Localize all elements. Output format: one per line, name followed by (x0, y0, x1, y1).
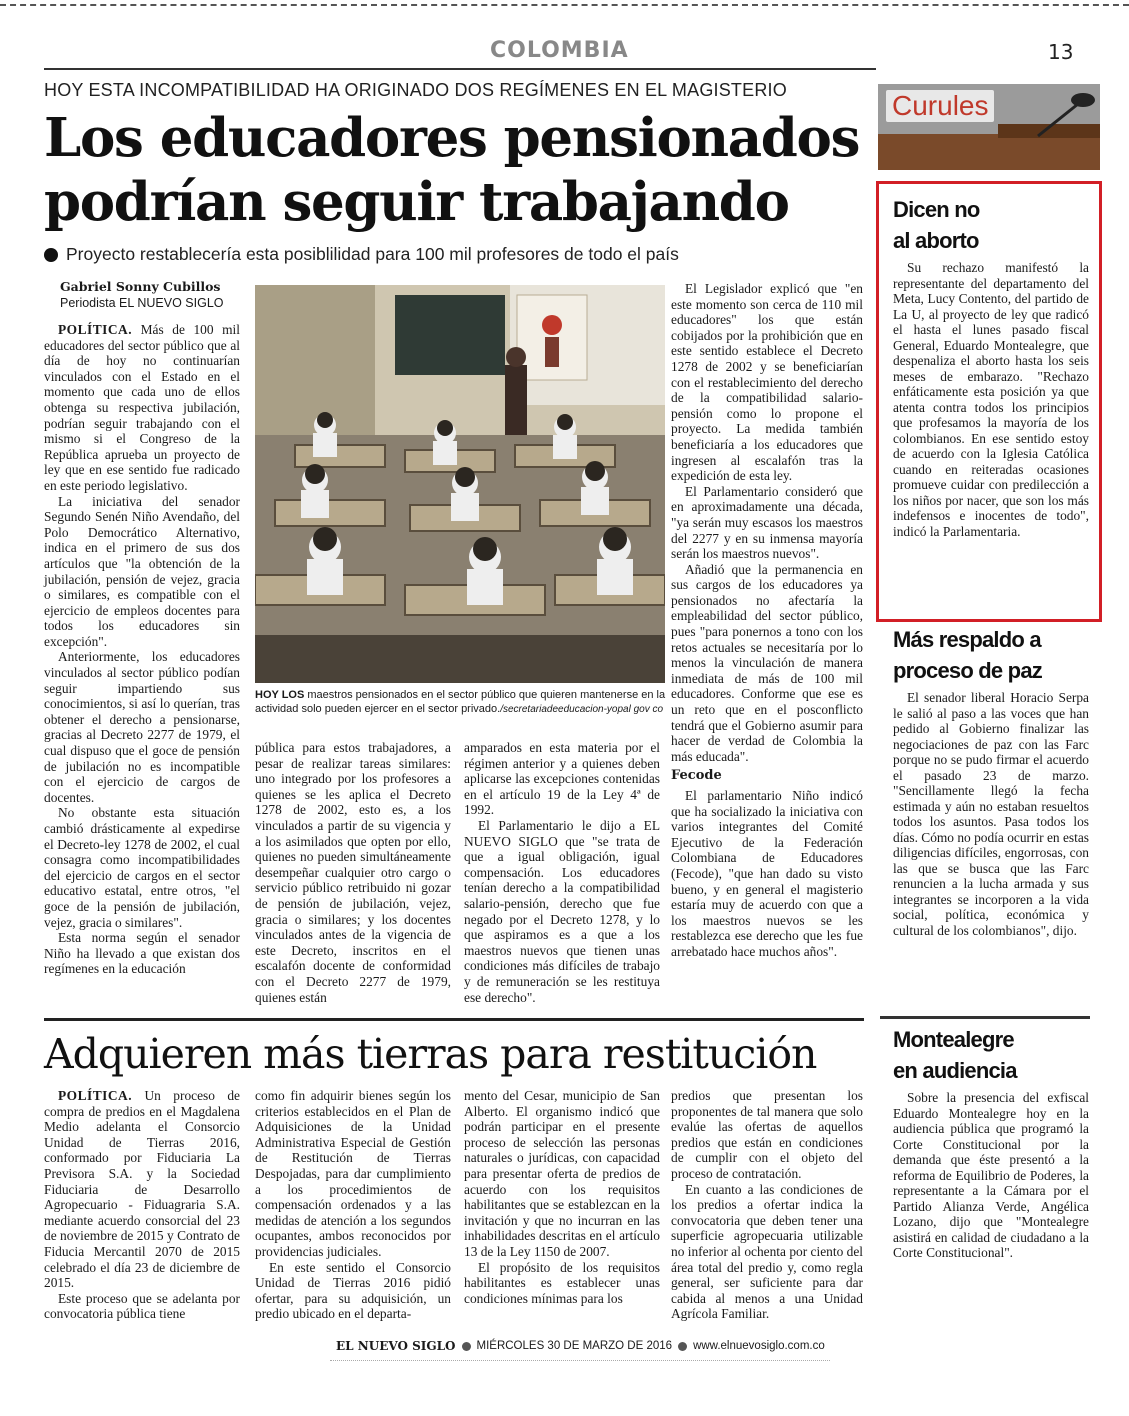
sidebar-item2-text (893, 690, 1089, 938)
page-footer (336, 1339, 825, 1353)
article2-headline: Adquieren más tierras para restitución (44, 1030, 817, 1078)
article1-column-2 (255, 740, 451, 1005)
curules-title: Curules (886, 90, 994, 122)
paragraph: El Parlamentario le dijo a EL NUEVO SIGLO que "se trata de que a igual obligación, igual compensación. Los educadores tenían derecho a la compatibilidad salario-pensión, derecho que fue negado por el Decreto 1278, y lo que aspiramos es a que a los maestros nuevos que tienen unas condiciones más difíciles de trabajo y de remuneración se les restituya ese derecho". (464, 817, 660, 1005)
paragraph: Esta norma según el senador Niño ha llevado a que existan dos regímenes en la educación (44, 930, 240, 977)
footer-paper-name: EL NUEVO SIGLO (336, 1339, 456, 1353)
article2-column-2 (255, 1088, 451, 1322)
paragraph: El Parlamentario consideró que en aproximadamente una década, "ya serán muy escasos los maestros del 2277 y en su inmensa mayoría serán los maestros nuevos". (671, 483, 863, 562)
article1-column-1 (44, 322, 240, 977)
sidebar-item2-heading (893, 624, 1042, 686)
paragraph: No obstante esta situación cambió drásticamente al expedirse el Decreto-ley 1278 de 2002, el cual consagra como incompatibilidades del ejercicio de cargos en el sector educativo estatal, entre otros, "el goce de la pensión de jubilación, vejez, gracia o similares". (44, 805, 240, 930)
sidebar-item3-text (893, 1090, 1089, 1261)
sidebar-item1-heading (893, 194, 980, 256)
dot-icon (462, 1342, 471, 1351)
byline: Gabriel Sonny Cubillos (60, 279, 221, 294)
article2-rule (44, 1018, 864, 1021)
dot-icon (678, 1342, 687, 1351)
paragraph: como fin adquirir bienes según los criterios establecidos en el Plan de Adquisiciones de la Unidad Administrativa Especial de Gestión de Restitución de Tierras Despojadas, para dar cumplimiento a los procedimientos de compensación ordenados y a las medidas de atención a los segundos ocupantes, ambos reconocidos por providencias judiciales. (255, 1088, 451, 1259)
scan-edge-dash (0, 4, 1129, 6)
heading-line: proceso de paz (893, 658, 1042, 683)
classroom-photo (255, 285, 665, 683)
paragraph: Anteriormente, los educadores vinculados al sector público podían seguir impartiendo sus conocimientos, si así lo querían, tras obtener el derecho a pensionarse, gracias al Decreto 2277 de 1979, el cual dispuso que el goce de pensión de jubilación no es incompatible con el ejercicio de cargos de docentes. (44, 649, 240, 805)
article-kicker: HOY ESTA INCOMPATIBILIDAD HA ORIGINADO DOS REGÍMENES EN EL MAGISTERIO (44, 80, 787, 100)
paragraph: El parlamentario Niño indicó que ha socializado la iniciativa con varios integrantes del Comité Ejecutivo de la Federación Colombiana de Educadores (Fecode), "que han dado su visto bueno, y en general el magisterio estaría muy de acuerdo con que a los maestros nuevos se les restablezca ese derecho que les fue arrebatado hace muchos años". (671, 788, 863, 959)
headline-line-1: Los educadores pensionados (44, 107, 860, 169)
paragraph: predios que presentan los proponentes de tal manera que solo evalúe las ofertas de aquellos predios que están en condiciones de cumplir con el objeto del proceso de contratación. (671, 1088, 863, 1181)
footer-date: MIÉRCOLES 30 DE MARZO DE 2016 (476, 1340, 673, 1352)
heading-line: en audiencia (893, 1058, 1017, 1083)
sidebar-item3-heading (893, 1024, 1017, 1086)
article2-column-3 (464, 1088, 660, 1306)
byline-role: Periodista EL NUEVO SIGLO (60, 296, 224, 310)
paragraph: En cuanto a las condiciones de los predios a ofertar indica la convocatoria que deben tener una superficie agropecuaria utilizable no inferior al ochenta por ciento del área total del predio y, como regla general, ser suficiente para dar cabida al menos a una Unidad Agrícola Familiar. (671, 1181, 863, 1322)
curules-logo (878, 84, 1100, 170)
paragraph: pública para estos trabajadores, a pesar de realizar tareas similares: uno integrado por los profesores a quienes se les aplica el Decreto 1278 de 2002, esto es, a los vinculados a partir de su vigencia y a los asimilados que opten por ello, quienes no pueden simultáneamente desempeñar cualquier otro cargo o servicio público retribuido ni gozar de pensión de jubilación, vejez, gracia o similares; y los docentes vinculados antes de la vigencia de este Decreto, inscritos en el escalafón docente de conformidad con el Decreto 2277 de 1979, quienes están (255, 740, 451, 1005)
paragraph: El senador liberal Horacio Serpa le salió al paso a las voces que han pedido al Gobierno finalizar las negociaciones de paz con las Farc porque no se pudo firmar el acuerdo el pasado 23 de marzo. "Sencillamente llegó la fecha estimada y aún no estaban resueltos todos los asuntos. Pasa todos los días. Cómo no podía ocurrir en estas diligencias difíciles, engorrosas, con las que se busca que las Farc renuncien a la lucha armada y sus integrantes se incorporen a la vida social, política, económica y cultural de los colombianos", dijo. (893, 690, 1089, 938)
photo-illustration (255, 285, 665, 683)
heading-line: Dicen no (893, 197, 980, 222)
article-subheadline (44, 244, 679, 265)
sidebar-item1-text (893, 260, 1089, 539)
paragraph: Añadió que la permanencia en sus cargos de los educadores ya pensionados no afectaría la empleabilidad del sector público, pues "para ponernos a tono con los retos actuales se necesitaría por lo menos la vinculación de manera inmediata de más de 100 mil educadores. Conforme que ese es un reto que en el posconflicto tendrá que el Gobierno asumir para hacer de verdad de Colombia la más educada". (671, 561, 863, 764)
paragraph: En este sentido el Consorcio Unidad de Tierras 2016 pidió ofertar, para su adquisición, un predio ubicado en el departa- (255, 1259, 451, 1322)
photo-credit: /secretariadeeducacion-yopal gov co (500, 704, 664, 715)
photo-caption (255, 688, 673, 717)
article2-column-4 (671, 1088, 863, 1322)
paragraph: Más de 100 mil educadores del sector público que al día de hoy no continuarían vinculados con el Estado en el momento que cada uno de ellos obtenga su respectiva jubilación, podrían seguir trabajando con el mismo si el Congreso de la República aprueba un proyecto de ley que en ese sentido fue radicado en este periodo legislativo. (44, 322, 240, 493)
section-name: COLOMBIA (490, 38, 629, 63)
paragraph: El Legislador explicó que "en este momento son cerca de 110 mil educadores" los que están cobijados por la prohibición que en este sentido establece el Decreto 1278 de 2002 y se beneficiarían con el restablecimiento del derecho de la compatibilidad salario-pensión como lo propone el proyecto. La medida también beneficiaría a los educadores que ingresen al escalafón tras la expedición de esta ley. (671, 281, 863, 484)
dateline: POLÍTICA. (58, 1088, 133, 1103)
footer-url: www.elnuevosiglo.com.co (693, 1340, 825, 1352)
paragraph: La iniciativa del senador Segundo Senén Niño Avendaño, del Polo Democrático Alternativo, indica en el primero de sus dos artículos que "la obtención de la jubilación, pensión de vejez, gracia o similares, es compatible con el ejercicio de empleos docentes para todos los educadores sin excepción". (44, 493, 240, 649)
sidebar-rule (880, 1016, 1090, 1019)
paragraph: mento del Cesar, municipio de San Alberto. El organismo indicó que podrán participar en el presente proceso de selección las personas naturales o jurídicas, con capacidad para presentar oferta de predios de acuerdo con los requisitos habilitantes que se establezcan en la invitación y que no incurran en las inhabilidades descritas en el artículo 13 de la Ley 1150 de 2007. (464, 1088, 660, 1259)
paragraph: Un proceso de compra de predios en el Magdalena Medio adelanta el Consorcio Unidad de Tierras 2016, conformado por Fiduciaria La Previsora S.A. y la Sociedad Fiduciaria de Desarrollo Agropecuario - Fiduagraria S.A. mediante acuerdo consorcial del 23 de noviembre de 2015 y Contrato de Fiducia Mercantil 2070 de 2015 celebrado el día 23 de diciembre de 2015. (44, 1088, 240, 1291)
scan-noise (330, 1360, 830, 1361)
heading-line: Más respaldo a (893, 627, 1041, 652)
page-number: 13 (1048, 40, 1074, 64)
paragraph: Su rechazo manifestó la representante del departamento del Meta, Lucy Contento, del partido de La U, al proyecto de ley que radicó el hasta el lunes pasado fiscal General, Eduardo Montealegre, que despenaliza el aborto hasta los seis meses de embarazo. "Rechazo enfáticamente esta posición ya que atenta contra todos los principios que profesamos la mayoría de los colombianos. En ese sentido estoy de acuerdo con la Iglesia Católica cuando en reiteradas ocasiones promueve cuidar con predilección a los niños por nacer, que son los más indefensos e inocentes de todo", indicó la Parlamentaria. (893, 260, 1089, 539)
paragraph: amparados en esta materia por el régimen anterior y a quienes deben aplicarse las excepciones contenidas en el artículo 19 de la Ley 4ª de 1992. (464, 740, 660, 818)
subhead-fecode: Fecode (671, 768, 722, 784)
paragraph: Este proceso que se adelanta por convocatoria pública tiene (44, 1290, 240, 1322)
article-headline (44, 106, 864, 234)
caption-lead: HOY LOS (255, 689, 305, 701)
heading-line: Montealegre (893, 1027, 1014, 1052)
paragraph: El propósito de los requisitos habilitantes es establecer unas condiciones mínimas para los (464, 1259, 660, 1306)
dateline: POLÍTICA. (58, 322, 133, 337)
headline-line-2: podrían seguir trabajando (44, 171, 789, 233)
bullet-icon (44, 248, 58, 262)
article2-column-1 (44, 1088, 240, 1322)
article1-column-3 (464, 740, 660, 1005)
article1-column-4 (671, 281, 863, 960)
heading-line: al aborto (893, 228, 979, 253)
subheadline-text: Proyecto restablecería esta posiblilidad para 100 mil profesores de todo el país (66, 244, 679, 264)
paragraph: Sobre la presencia del exfiscal Eduardo Montealegre hoy en la audiencia pública que programó la Corte Constitucional por la demanda que éste presentó a la reforma de Equilibrio de Poderes, la representante a la Cámara por el Partido Alianza Verde, Angélica Lozano, dijo que "Montealegre asistirá en calidad de ciudadano a la Corte Constitucional". (893, 1090, 1089, 1260)
header-rule (44, 68, 876, 70)
caption-text: maestros pensionados en el sector público que quieren mantenerse en la actividad solo pueden ejercer en el sector privado. (255, 689, 666, 715)
